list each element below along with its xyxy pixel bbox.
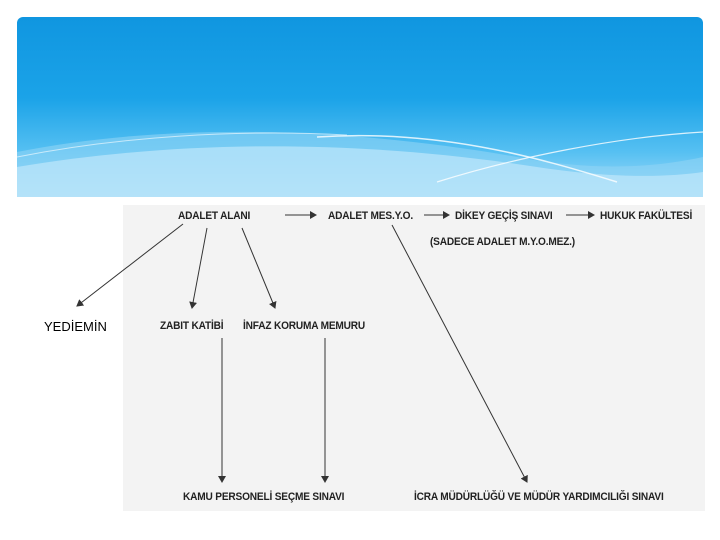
node-adalet-mes-yo: ADALET MES.Y.O.	[328, 210, 413, 222]
node-icra-mudurlugu: İCRA MÜDÜRLÜĞÜ VE MÜDÜR YARDIMCILIĞI SINAVI	[414, 491, 664, 503]
node-adalet-alani: ADALET ALANI	[178, 210, 251, 222]
node-zabit-katibi: ZABIT KATİBİ	[160, 320, 224, 332]
node-dikey-gecis: DİKEY GEÇİŞ SINAVI	[455, 210, 553, 222]
arrow-adalet-to-infaz	[242, 228, 275, 308]
node-infaz-koruma: İNFAZ KORUMA MEMURU	[243, 320, 366, 332]
arrow-adalet-to-yediemin	[77, 224, 183, 306]
node-kamu-personeli: KAMU PERSONELİ SEÇME SINAVI	[183, 491, 345, 503]
arrow-mesyo-to-icra	[392, 225, 527, 482]
arrow-adalet-to-zabit	[192, 228, 207, 308]
node-yediemin: YEDİEMİN	[44, 319, 107, 334]
node-sadece-note: (SADECE ADALET M.Y.O.MEZ.)	[430, 236, 575, 248]
node-hukuk-fakultesi: HUKUK FAKÜLTESİ	[600, 210, 693, 222]
